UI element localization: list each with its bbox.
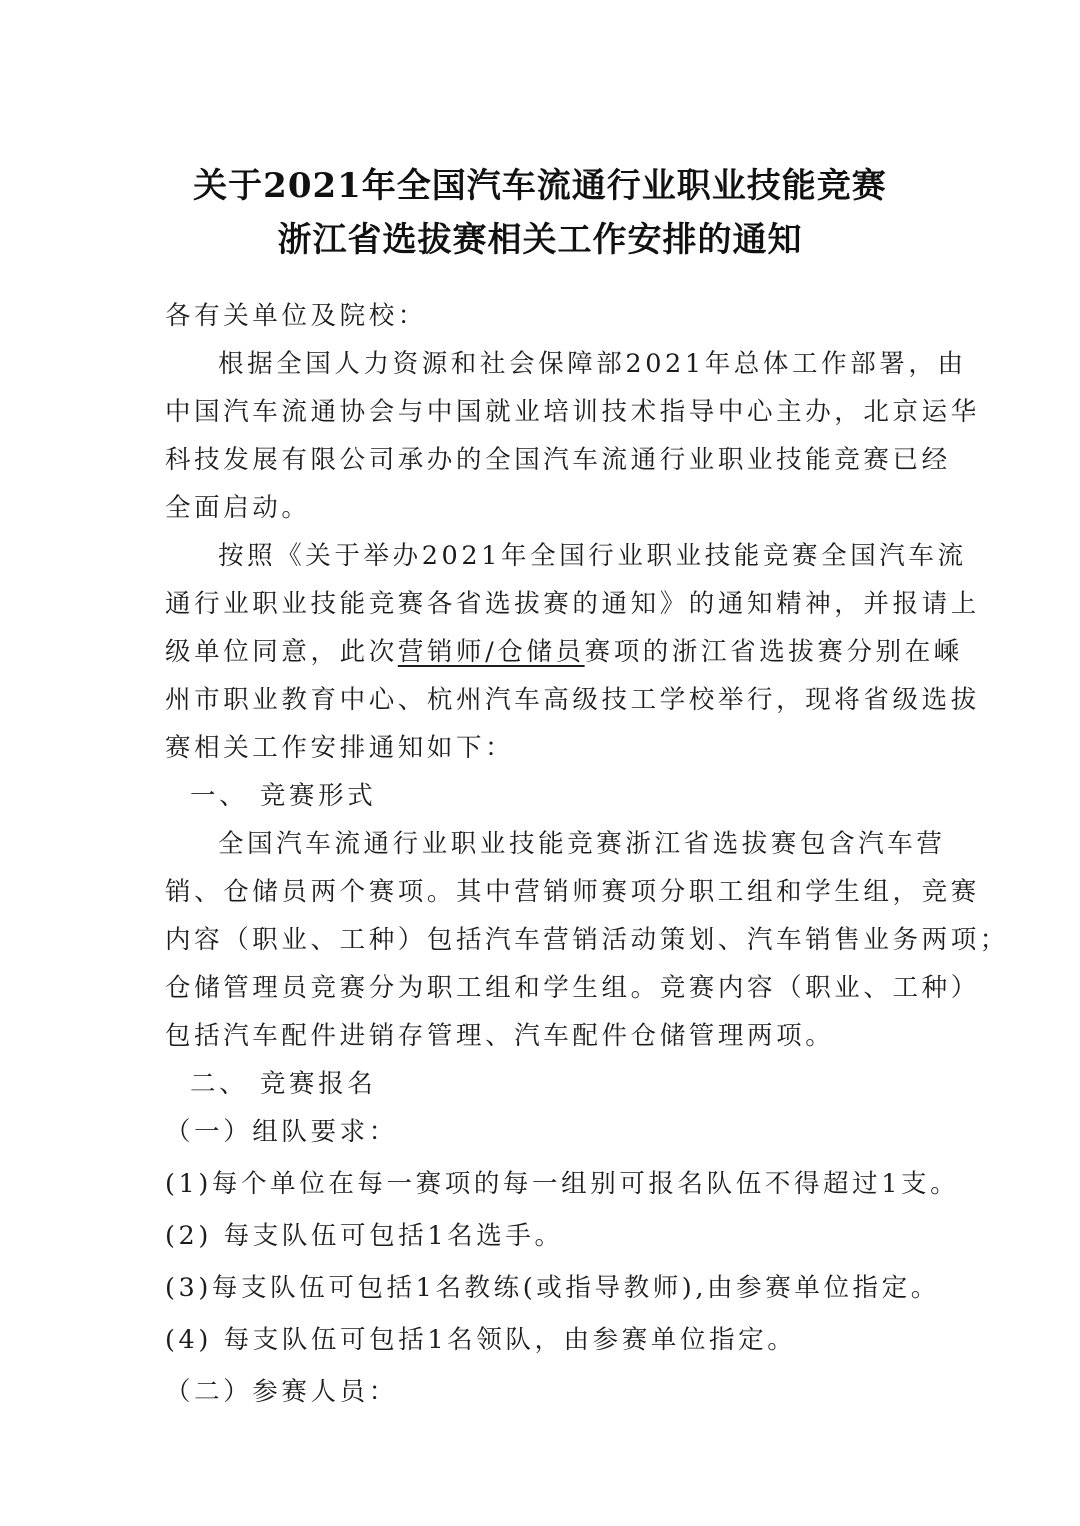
title-line-2: 浙江省选拔赛相关工作安排的通知	[277, 220, 803, 260]
team-rule-2: (2) 每支队伍可包括1名选手。	[165, 1221, 564, 1251]
section1-line-2: 销、仓储员两个赛项。其中营销师赛项分职工组和学生组，竞赛	[165, 877, 980, 907]
section1-heading: 一、 竞赛形式	[190, 781, 377, 811]
para1-line-1: 根据全国人力资源和社会保障部2021年总体工作部署，由	[218, 349, 967, 379]
para2-line-4: 州市职业教育中心、杭州汽车高级技工学校举行，现将省级选拔	[165, 685, 980, 715]
para2-line-1: 按照《关于举办2021年全国行业职业技能竞赛全国汽车流	[218, 541, 967, 571]
para1-line-3: 科技发展有限公司承办的全国汽车流通行业职业技能竞赛已经	[165, 445, 951, 475]
para2-line-3	[165, 632, 963, 668]
salutation: 各有关单位及院校：	[165, 301, 427, 331]
para2-line-5: 赛相关工作安排通知如下：	[165, 733, 515, 763]
section1-line-4: 仓储管理员竞赛分为职工组和学生组。竞赛内容（职业、工种）	[165, 973, 980, 1003]
section2-heading: 二、 竞赛报名	[190, 1069, 377, 1099]
para2-line-3-pre: 级单位同意，此次	[165, 637, 398, 667]
underlined-event-names: 营销师/仓储员	[397, 637, 585, 667]
title-line-1: 关于2021年全国汽车流通行业职业技能竞赛	[193, 166, 887, 206]
team-rule-4: (4) 每支队伍可包括1名领队，由参赛单位指定。	[165, 1325, 797, 1355]
para2-line-3-post: 赛项的浙江省选拔赛分别在嵊	[584, 637, 963, 667]
team-rule-3: (3)每支队伍可包括1名教练(或指导教师),由参赛单位指定。	[165, 1273, 940, 1303]
section2-sub2: （二）参赛人员：	[165, 1377, 398, 1407]
section2-sub1: （一）组队要求：	[165, 1117, 398, 1147]
para2-line-2: 通行业职业技能竞赛各省选拔赛的通知》的通知精神，并报请上	[165, 589, 980, 619]
section1-line-5: 包括汽车配件进销存管理、汽车配件仓储管理两项。	[165, 1021, 835, 1051]
para1-line-2: 中国汽车流通协会与中国就业培训技术指导中心主办，北京运华	[165, 397, 980, 427]
team-rule-1: (1)每个单位在每一赛项的每一组别可报名队伍不得超过1支。	[165, 1169, 960, 1199]
section1-line-3: 内容（职业、工种）包括汽车营销活动策划、汽车销售业务两项；	[165, 925, 1009, 955]
section1-line-1: 全国汽车流通行业职业技能竞赛浙江省选拔赛包含汽车营	[218, 829, 946, 859]
para1-line-4: 全面启动。	[165, 493, 311, 523]
